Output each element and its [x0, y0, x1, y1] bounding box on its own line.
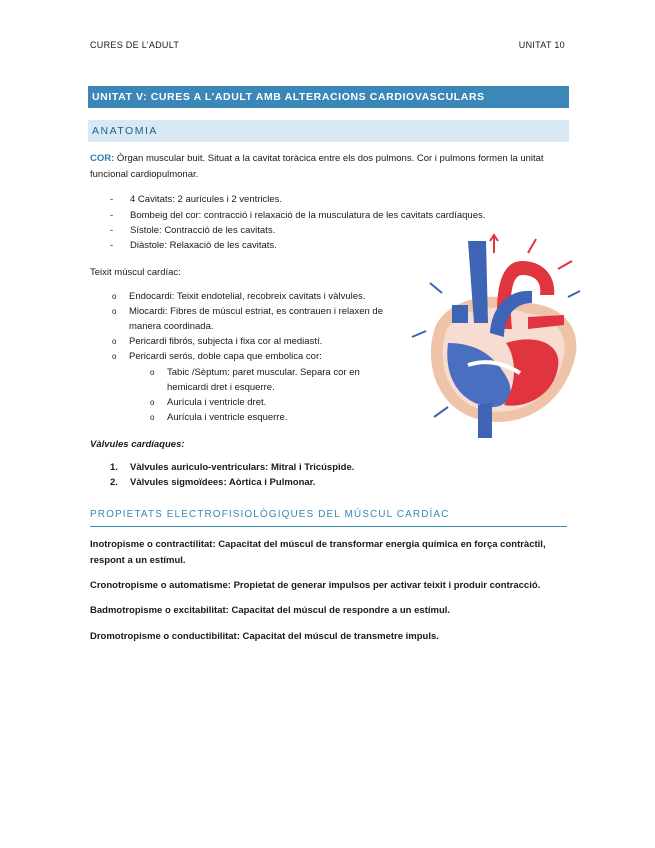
sub-list-item: o Tabic /Sèptum: paret muscular. Separa cor en — [150, 367, 360, 378]
definition-cronotropisme: Cronotropisme o automatisme: Propietat de generar impulsos per activar teixit i produir contracció. — [90, 580, 541, 591]
definition-badmotropisme: Badmotropisme o excitabilitat: Capacitat del múscul de respondre a un estímul. — [90, 605, 451, 616]
running-header-left: CURES DE L’ADULT — [90, 40, 180, 50]
sub-list-item: o Aurícula i ventricle dret. — [150, 397, 267, 408]
list-item: o Pericardi serós, doble capa que embolica cor: — [112, 351, 322, 362]
sub-list-item-continuation: hemicardi dret i esquerre. — [167, 382, 275, 393]
list-item: - Sístole: Contracció de les cavitats. — [110, 225, 276, 236]
list-item: o Pericardi fibrós, subjecta i fixa cor al mediastí. — [112, 336, 323, 347]
section-anatomy-heading: ANATOMIA — [88, 120, 569, 142]
sub-list-item: o Aurícula i ventricle esquerre. — [150, 412, 288, 423]
definition-inotropisme: Inotropisme o contractilitat: Capacitat del múscul de transformar energia química en força contràctil, respont a un estímul. — [90, 539, 546, 566]
inferior-vena-cava — [478, 403, 492, 438]
valvules-title: Vàlvules cardíaques: — [90, 439, 185, 450]
heart-diagram — [408, 233, 584, 445]
list-item: o Endocardi: Teixit endotelial, recobreix cavitats i vàlvules. — [112, 291, 366, 302]
definition-dromotropisme: Dromotropisme o conductibilitat: Capacitat del múscul de transmetre impuls. — [90, 631, 439, 642]
list-item: - Diàstole: Relaxació de les cavitats. — [110, 240, 277, 251]
numbered-item: 2. Vàlvules sigmoïdees: Aòrtica i Pulmonar. — [110, 477, 316, 488]
section-properties-heading: PROPIETATS ELECTROFISIOLÒGIQUES DEL MÚSCUL CARDÍAC — [90, 509, 567, 527]
cor-text: Òrgan muscular buit. Situat a la cavitat toràcica entre els dos pulmons. Cor i pulmons formen la unitat funcional cardiopulmonar. — [90, 153, 544, 180]
numbered-item: 1. Vàlvules auriculo-ventriculars: Mitral i Tricúspide. — [110, 462, 355, 473]
list-item: o Miocardi: Fibres de múscul estriat, es contrauen i relaxen de — [112, 306, 383, 317]
list-item: - Bombeig del cor: contracció i relaxació de la musculatura de les cavitats cardíaques. — [110, 210, 486, 221]
unit-title: UNITAT V: CURES A L’ADULT AMB ALTERACIONS CARDIOVASCULARS — [88, 86, 569, 108]
running-header-right: UNITAT 10 — [518, 40, 565, 50]
list-item-continuation: manera coordinada. — [129, 321, 214, 332]
cor-definition — [90, 151, 565, 183]
right-atrium — [452, 305, 468, 323]
list-item: - 4 Cavitats: 2 aurícules i 2 ventricles. — [110, 194, 283, 205]
teixit-title: Teixit múscul cardíac: — [90, 267, 181, 278]
cor-label: COR: — [90, 153, 115, 164]
